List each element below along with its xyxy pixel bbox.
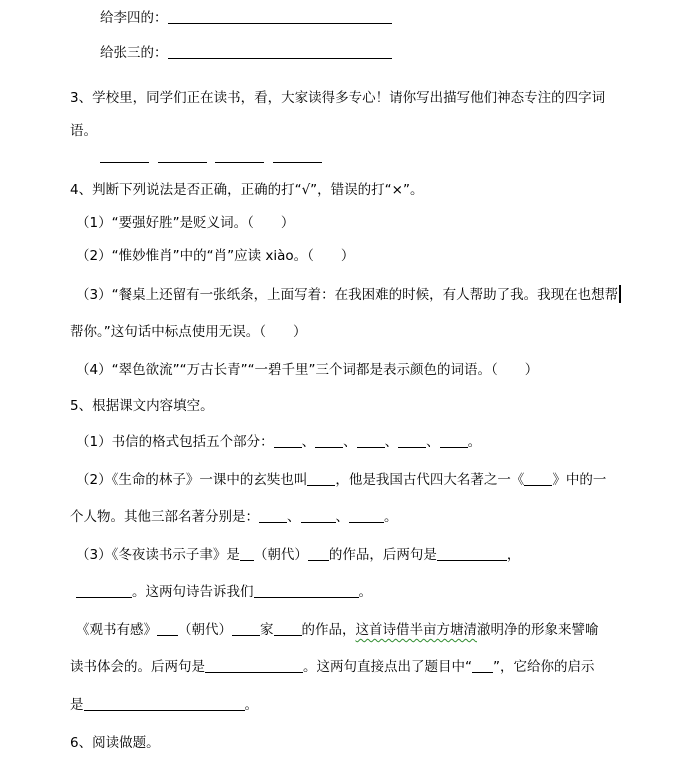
blank-underline <box>76 584 132 598</box>
spellcheck-flagged-text[interactable]: 这首诗借半亩方塘清 <box>355 622 477 638</box>
blank-underline <box>259 509 287 523</box>
blank-underline <box>157 622 178 636</box>
blank-underline <box>158 149 207 163</box>
question-4-item-3-wrap[interactable]: 帮你。”这句话中标点使用无误。（ ） <box>70 324 307 340</box>
blank-underline <box>437 547 507 561</box>
blank-underline <box>274 434 302 448</box>
blank-underline <box>168 45 392 59</box>
question-6-text[interactable]: 6、阅读做题。 <box>70 735 160 751</box>
question-4-text[interactable]: 4、判断下列说法是否正确，正确的打“√”，错误的打“×”。 <box>70 182 424 198</box>
text-cursor <box>619 285 621 303</box>
question-5-guanshuyougan-wrap-2[interactable]: 是 。 <box>70 697 258 713</box>
blank-underline <box>357 434 385 448</box>
blank-underline <box>301 509 336 523</box>
blank-underline <box>315 434 343 448</box>
question-5-item-3[interactable]: （3）《冬夜读书示子聿》是 （朝代） 的作品，后两句是 ， <box>76 547 521 563</box>
blank-underline <box>168 10 392 24</box>
blank-underline <box>205 659 303 673</box>
blank-underline <box>232 622 260 636</box>
blank-underline <box>472 659 493 673</box>
blank-underline <box>273 149 322 163</box>
blank-underline <box>524 472 552 486</box>
blank-underline <box>240 547 254 561</box>
question-5-item-3-wrap[interactable]: 。这两句诗告诉我们 。 <box>76 582 372 602</box>
question-5-guanshuyougan-wrap[interactable]: 读书体会的。后两句是 。这两句直接点出了题目中“ ”，它给你的启示 <box>70 659 595 675</box>
blank-underline <box>84 697 245 711</box>
question-3-text[interactable]: 3、学校里，同学们正在读书，看，大家读得多专心！请你写出描写他们神态专注的四字词 <box>70 90 606 106</box>
line-recipient-lisi[interactable]: 给李四的： <box>100 8 392 28</box>
blank-underline <box>274 622 302 636</box>
question-3-answer-blanks[interactable] <box>100 147 322 167</box>
blank-underline <box>440 434 468 448</box>
question-5-item-1[interactable]: （1）书信的格式包括五个部分： 、 、 、 、 。 <box>76 434 482 450</box>
line-recipient-zhangsan[interactable]: 给张三的： <box>100 43 392 63</box>
blank-underline <box>308 547 329 561</box>
question-4-item-3[interactable] <box>76 285 621 305</box>
blank-underline <box>307 472 335 486</box>
blank-underline <box>254 584 359 598</box>
question-4-item-1[interactable]: （1）“要强好胜”是贬义词。（ ） <box>76 215 295 231</box>
question-4-item-4[interactable]: （4）“翠色欲流”“万古长青”“一碧千里”三个词都是表示颜色的词语。（ ） <box>76 362 539 378</box>
text-segment[interactable]: （3）“餐桌上还留有一张纸条，上面写着：在我困难的时候，有人帮助了我。我现在也想帮 <box>76 287 619 303</box>
blank-underline <box>100 149 149 163</box>
blank-underline <box>349 509 384 523</box>
question-5-text[interactable]: 5、根据课文内容填空。 <box>70 398 214 414</box>
blank-underline <box>398 434 426 448</box>
text-segment[interactable]: 澈明净的形象来譬喻 <box>477 622 599 638</box>
question-5-item-2[interactable]: （2）《生命的林子》一课中的玄奘也叫 ，他是我国古代四大名著之一《 》中的一 <box>76 472 607 488</box>
question-3-text-wrap[interactable]: 语。 <box>70 123 97 139</box>
text-segment[interactable]: 《观书有感》 （朝代） 家 的作品， <box>76 622 356 638</box>
question-5-item-2-wrap[interactable]: 个人物。其他三部名著分别是： 、 、 。 <box>70 509 398 525</box>
question-4-item-2[interactable]: （2）“惟妙惟肖”中的“肖”应读 xiào。（ ） <box>76 248 355 264</box>
question-5-guanshuyougan[interactable] <box>76 620 599 640</box>
blank-underline <box>215 149 264 163</box>
